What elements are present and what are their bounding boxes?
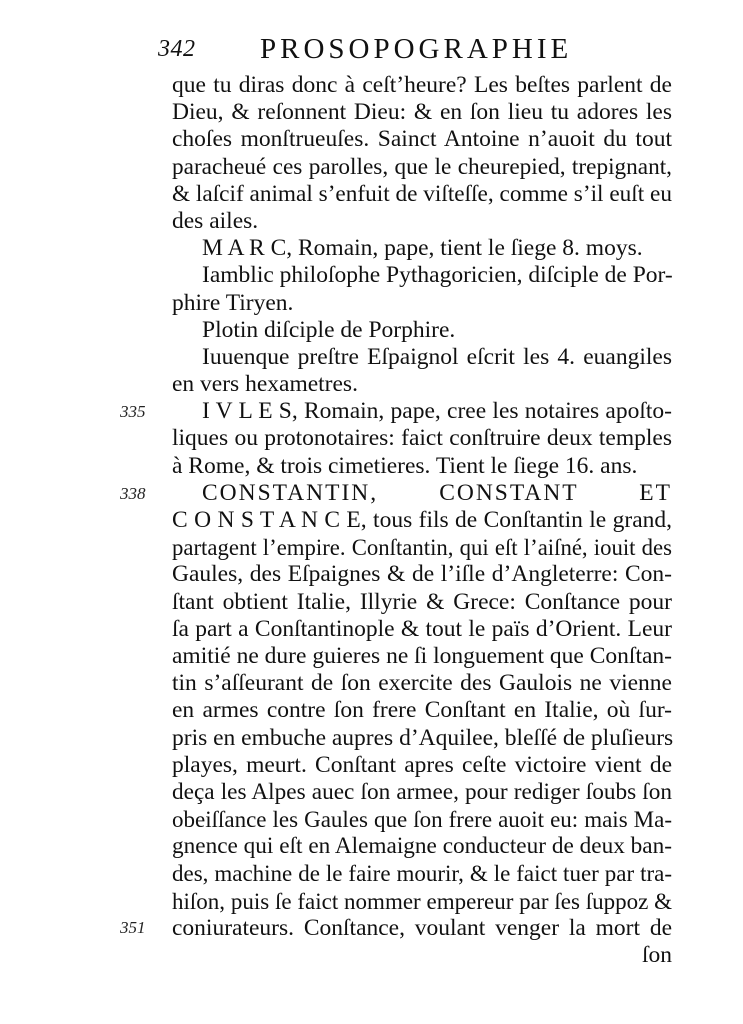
catchword: ſon: [641, 942, 672, 968]
text-line: à Rome, & trois cimetieres. Tient le ſiege 16. ans.: [172, 452, 638, 479]
text-line: que tu diras donc à ceſt’heure? Les beſtes parlent de: [172, 72, 672, 98]
text-line: choſes monſtrueuſes. Sainct Antoine n’auoit du tout: [172, 126, 672, 153]
running-title: PROSOPOGRAPHIE: [260, 33, 573, 65]
text-line: M A R C, Romain, pape, tient le ſiege 8. moys.: [202, 235, 643, 262]
margin-year-note: 335: [120, 402, 146, 421]
page-number: 342: [158, 36, 196, 62]
text-line: playes, meurt. Conſtant apres ceſte victoire vient de: [172, 751, 672, 778]
text-line: C O N S T A N C E, tous fils de Conſtantin le grand,: [172, 507, 672, 533]
text-line: pris en embuche aupres d’Aquilee, bleſſé de pluſieurs: [172, 724, 674, 751]
text-line: phire Tiryen.: [172, 289, 294, 316]
text-line: ſtant obtient Italie, Illyrie & Grece: Conſtance pour: [172, 588, 672, 615]
text-line: I V L E S, Romain, pape, cree les notaires apoſto-: [202, 398, 672, 425]
text-line: Gaules, des Eſpaignes & de l’iſle d’Angleterre: Con-: [172, 561, 672, 588]
body-text: [172, 72, 672, 969]
text-line: obeiſſance les Gaules que ſon frere auoit eu: mais Ma-: [172, 807, 672, 833]
margin-year-note: 351: [120, 918, 146, 937]
text-line: tin s’aſſeurant de ſon exercite des Gaulois ne vienne: [172, 670, 672, 697]
text-line: paracheué ces parolles, que le cheurepied, trepignant,: [172, 153, 672, 180]
text-line: des ailes.: [172, 207, 259, 234]
text-line: Iamblic philoſophe Pythagoricien, diſciple de Por-: [202, 262, 673, 289]
text-line: deça les Alpes auec ſon armee, pour rediger ſoubs ſon: [172, 778, 672, 805]
text-line: Dieu, & reſonnent Dieu: & en ſon lieu tu adores les: [172, 99, 672, 126]
text-line: partagent l’empire. Conſtantin, qui eſt l’aiſné, iouit des: [172, 535, 672, 561]
text-line: en vers hexametres.: [172, 371, 358, 398]
text-line: gnence qui eſt en Alemaigne conducteur de deux ban-: [172, 833, 672, 860]
text-line: Iuuenque preſtre Eſpaignol eſcrit les 4. euangiles: [202, 343, 672, 370]
text-line: en armes contre ſon frere Conſtant en Italie, où ſur-: [172, 697, 672, 724]
text-line: ſa part a Conſtantinople & tout le païs d’Orient. Leur: [172, 615, 672, 642]
text-line: coniurateurs. Conſtance, voulant venger la mort de: [172, 914, 672, 941]
text-line: hiſon, puis ſe faict nommer empereur par ſes ſuppoz &: [172, 888, 672, 914]
text-line: liques ou protonotaires: faict conſtruire deux temples: [172, 425, 672, 452]
text-line: amitié ne dure guieres ne ſi longuement que Conſtan-: [172, 642, 672, 669]
text-line: Plotin diſciple de Porphire.: [202, 316, 456, 343]
text-line: des, machine de le faire mourir, & le faict tuer par tra-: [172, 861, 672, 887]
margin-year-note: 338: [120, 484, 146, 503]
text-line: CONSTANTIN, CONSTANT ET: [202, 479, 672, 506]
text-line: & laſcif animal s’enfuit de viſteſſe, comme s’il euſt eu: [172, 180, 672, 207]
